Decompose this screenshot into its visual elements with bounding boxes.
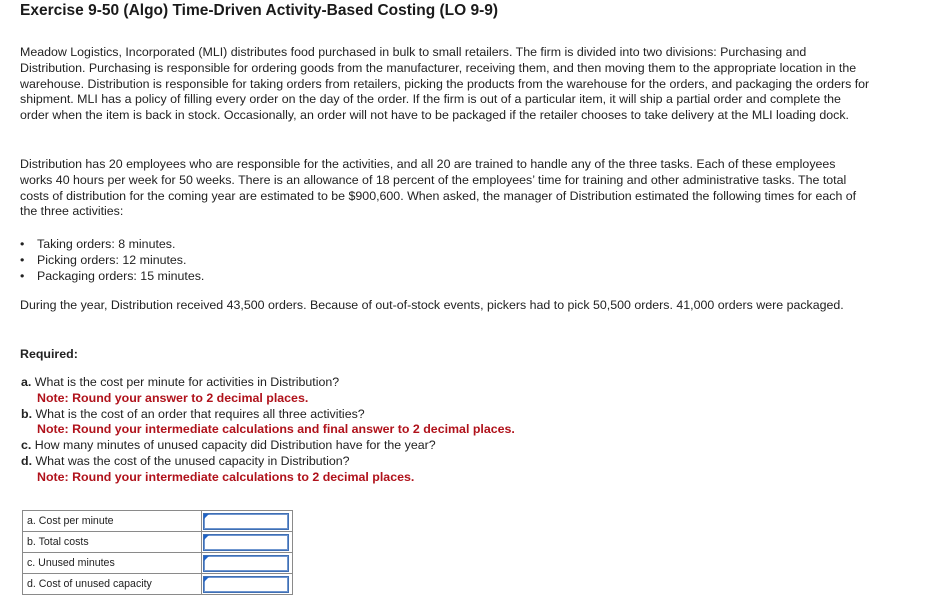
question-letter: b. [21,406,33,421]
question-text: What was the cost of the unused capacity in Distribution? [35,453,350,468]
answer-label: d. Cost of unused capacity [23,574,202,595]
question-letter: a. [21,375,32,389]
input-corner-marker-icon [204,577,209,582]
bullet-text: Packaging orders: 15 minutes. [37,268,205,283]
bullet-icon: • [20,252,25,267]
question-text: How many minutes of unused capacity did Distribution have for the year? [34,438,436,453]
bullet-text: Picking orders: 12 minutes. [37,252,187,267]
page-title: Exercise 9-50 (Algo) Time-Driven Activity-Based Costing (LO 9-9) [20,2,499,19]
cost-of-unused-capacity-input[interactable] [203,576,289,593]
table-row [23,532,293,553]
question-text: What is the cost of an order that requires all three activities? [35,406,365,421]
question-text: What is the cost per minute for activities in Distribution? [34,375,340,389]
question-a-note: Note: Round your answer to 2 decimal places. [37,390,309,405]
distribution-paragraph: Distribution has 20 employees who are responsible for the activities, and all 20 are trained to handle any of the three tasks. Each of these employees works 40 hours per week for 50 weeks. There is an allowance of 18 percent of the employees’ time for training and other administrative tasks. The total costs of distribution for the coming year are estimated to be $900,600. When asked, the manager of Distribution estimated the following times for each of the three activities: [20,157,857,219]
input-corner-marker-icon [204,556,209,561]
table-row [23,574,293,595]
answer-cell [202,553,293,574]
answer-cell [202,532,293,553]
answer-table [22,510,293,595]
table-row [23,553,293,574]
answer-cell [202,574,293,595]
answer-label: c. Unused minutes [23,553,202,574]
table-row [23,511,293,532]
question-letter: d. [21,453,33,468]
question-b [21,407,515,423]
input-corner-marker-icon [204,514,209,519]
cost-per-minute-input[interactable] [203,513,289,530]
input-corner-marker-icon [204,535,209,540]
questions-list [21,375,515,486]
orders-paragraph: During the year, Distribution received 43,500 orders. Because of out-of-stock events, pickers had to pick 50,500 orders. 41,000 orders were packaged. [20,298,844,312]
question-d [21,454,515,470]
bullet-icon: • [20,237,25,251]
required-heading: Required: [20,347,78,361]
answer-label: a. Cost per minute [23,511,202,532]
activity-times-list [20,237,204,284]
question-c [21,438,515,454]
bullet-icon: • [20,268,25,283]
list-item [20,269,204,285]
question-a [21,375,515,391]
question-d-note: Note: Round your intermediate calculations to 2 decimal places. [37,469,415,484]
list-item [20,237,204,253]
list-item [20,253,204,269]
answer-label: b. Total costs [23,532,202,553]
answer-cell [202,511,293,532]
unused-minutes-input[interactable] [203,555,289,572]
bullet-text: Taking orders: 8 minutes. [37,237,176,251]
intro-paragraph: Meadow Logistics, Incorporated (MLI) distributes food purchased in bulk to small retailers. The firm is divided into two divisions: Purchasing and Distribution. Purchasing is responsible for ordering goods from the manufacturer, receiving them, and then moving them to the appropriate location in the warehouse. Distribution is responsible for taking orders from retailers, picking the products from the warehouse for the orders, and packaging the orders for shipment. MLI has a policy of filling every order on the day of the order. If the firm is out of a particular item, it will ship a partial order and complete the order when the item is back in stock. Occasionally, an order will not have to be packaged if the retailer chooses to take delivery at the MLI loading dock. [20,45,870,123]
total-costs-input[interactable] [203,534,289,551]
question-b-note: Note: Round your intermediate calculations and final answer to 2 decimal places. [37,422,515,437]
question-letter: c. [21,438,32,453]
